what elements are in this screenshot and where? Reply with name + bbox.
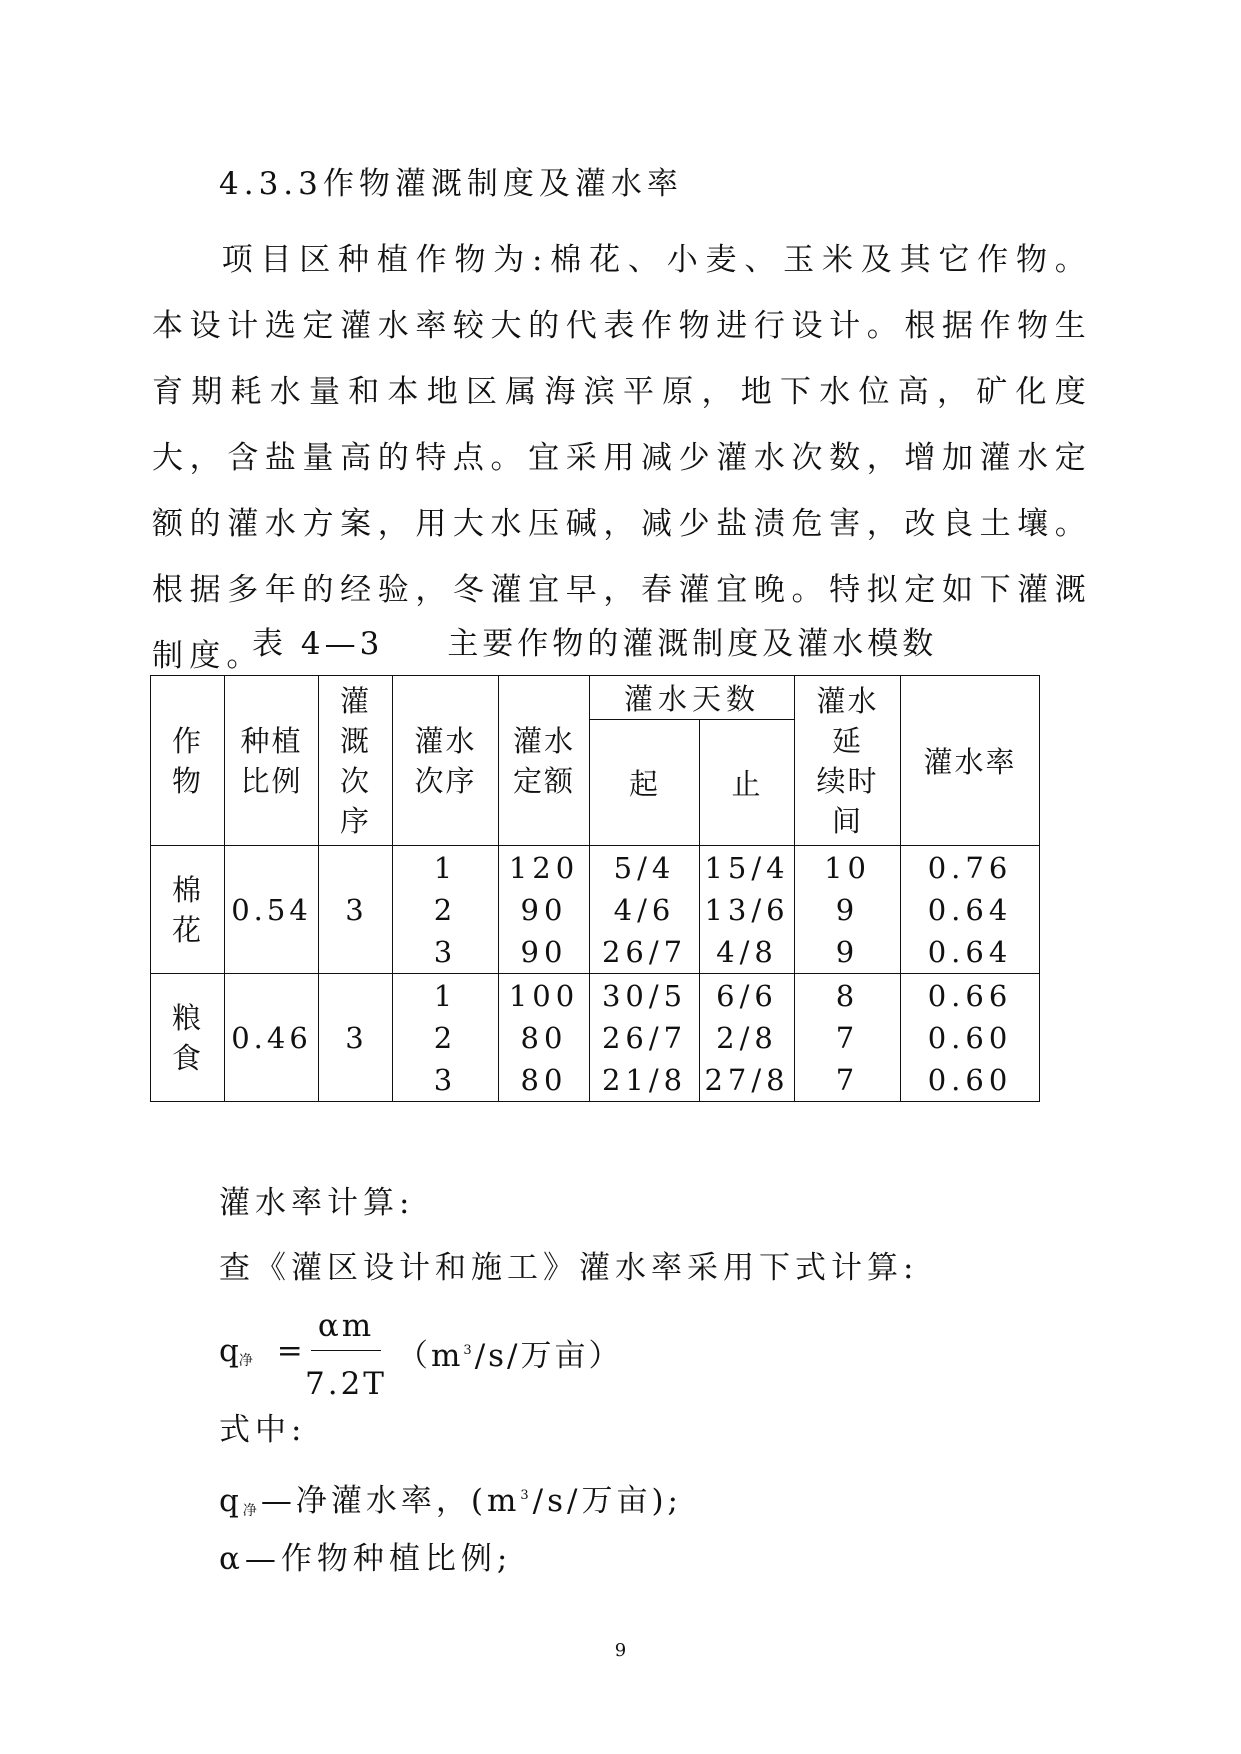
header-crop: 作 物 bbox=[151, 676, 225, 846]
cell-quota: 100 80 80 bbox=[499, 974, 590, 1102]
definition-q: $q_净—$净灌水率，($m^3/s/$万亩); bbox=[219, 1483, 682, 1519]
body-paragraph-text: 项目区种植作物为:棉花、小麦、玉米及其它作物。本设计选定灌水率较大的代表作物进行设计。根据作物生育期耗水量和本地区属海滨平原，地下水位高，矿化度大，含盐量高的特点。宜采用减少灌水次数，增加灌水定额的灌水方案，用大水压碱，减少盐渍危害，改良土壤。根据多年的经验，冬灌宜早，春灌宜晚。特拟定如下灌溉制度。 bbox=[152, 242, 1092, 674]
header-row-1 bbox=[151, 676, 1040, 720]
cell-water-order: 1 2 3 bbox=[393, 846, 499, 974]
cell-water-order: 1 2 3 bbox=[393, 974, 499, 1102]
header-ratio: 种植 比例 bbox=[225, 676, 319, 846]
cell-ratio: 0.46 bbox=[225, 974, 319, 1102]
header-end: 止 bbox=[700, 720, 795, 846]
cell-duration: 10 9 9 bbox=[795, 846, 901, 974]
page-number: 9 bbox=[614, 1640, 627, 1661]
cell-ratio: 0.54 bbox=[225, 846, 319, 974]
header-days: 灌水天数 bbox=[590, 676, 795, 720]
table-row bbox=[151, 974, 1040, 1102]
irrigation-table bbox=[150, 675, 1040, 1102]
calc-title: 灌水率计算: bbox=[219, 1185, 415, 1221]
table-caption-number: 表 4—3 bbox=[252, 626, 384, 662]
cell-irrigation-order: 3 bbox=[319, 974, 393, 1102]
table-caption-title: 主要作物的灌溉制度及灌水模数 bbox=[447, 626, 938, 662]
cell-irrigation-order: 3 bbox=[319, 846, 393, 974]
cell-rate: 0.76 0.64 0.64 bbox=[901, 846, 1040, 974]
table-caption bbox=[252, 624, 937, 664]
calc-intro: 查《灌区设计和施工》灌水率采用下式计算: bbox=[219, 1250, 919, 1286]
cell-crop: 粮 食 bbox=[151, 974, 225, 1102]
section-heading: 4.3.3作物灌溉制度及灌水率 bbox=[219, 166, 683, 202]
formula-numerator: αm bbox=[317, 1308, 375, 1344]
header-duration: 灌水 延 续时 间 bbox=[795, 676, 901, 846]
where-label: 式中: bbox=[219, 1412, 307, 1448]
cell-start: 30/5 26/7 21/8 bbox=[590, 974, 700, 1102]
header-quota: 灌水 定额 bbox=[499, 676, 590, 846]
cell-start: 5/4 4/6 26/7 bbox=[590, 846, 700, 974]
cell-rate: 0.66 0.60 0.60 bbox=[901, 974, 1040, 1102]
cell-quota: 120 90 90 bbox=[499, 846, 590, 974]
formula-denominator: 7.2T bbox=[305, 1366, 387, 1402]
header-water-order: 灌水 次序 bbox=[393, 676, 499, 846]
definition-alpha: α—作物种植比例; bbox=[219, 1541, 513, 1577]
cell-duration: 8 7 7 bbox=[795, 974, 901, 1102]
header-irrigation-order: 灌 溉 次 序 bbox=[319, 676, 393, 846]
cell-end: 6/6 2/8 27/8 bbox=[700, 974, 795, 1102]
header-start: 起 bbox=[590, 720, 700, 846]
fraction-bar bbox=[311, 1350, 381, 1351]
body-paragraph bbox=[152, 227, 1092, 689]
table-row bbox=[151, 846, 1040, 974]
formula-unit: （$m^3/s/$万亩） bbox=[397, 1338, 623, 1374]
header-rate: 灌水率 bbox=[901, 676, 1040, 846]
cell-crop: 棉 花 bbox=[151, 846, 225, 974]
cell-end: 15/4 13/6 4/8 bbox=[700, 846, 795, 974]
formula-lhs: $q_净$ = bbox=[219, 1333, 303, 1369]
